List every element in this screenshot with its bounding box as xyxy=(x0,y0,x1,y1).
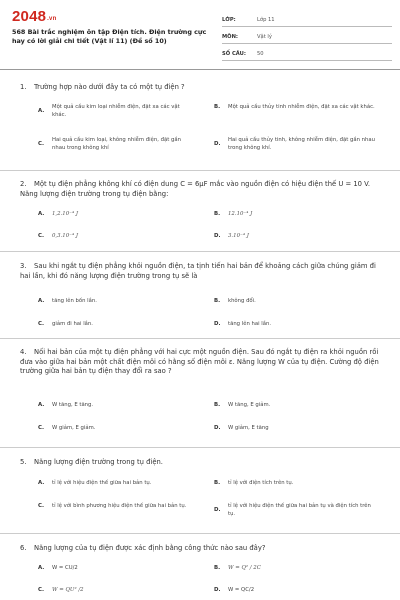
logo-main: 2048 xyxy=(12,8,47,25)
question-6 xyxy=(0,534,400,600)
option-d[interactable] xyxy=(214,502,384,518)
logo-sub: .vn xyxy=(47,16,57,22)
option-letter: C. xyxy=(38,141,45,147)
question-1 xyxy=(0,72,400,171)
option-c[interactable] xyxy=(38,136,198,152)
question-5 xyxy=(0,448,400,534)
option-letter: C. xyxy=(38,503,45,509)
option-letter: D. xyxy=(214,233,221,239)
option-text: tăng lên bốn lần. xyxy=(52,298,97,304)
question-number: 6. xyxy=(20,544,27,552)
option-letter: B. xyxy=(214,565,221,571)
question-text: Sau khi ngắt tụ điện phẳng khỏi nguồn điện, ta tịnh tiến hai bản để khoảng cách giữa chúng giảm đi hai lần, khi đó năng lượng điện trường trong tụ sẽ là xyxy=(20,262,376,280)
option-b[interactable] xyxy=(214,210,384,218)
option-letter: A. xyxy=(38,480,45,486)
meta-key: MÔN: xyxy=(222,34,238,40)
question-stem xyxy=(20,544,385,554)
header xyxy=(0,0,400,66)
option-text: W giảm, E giảm. xyxy=(52,425,96,431)
option-letter: C. xyxy=(38,321,45,327)
option-letter: C. xyxy=(38,587,45,593)
option-b[interactable] xyxy=(214,479,384,487)
question-2 xyxy=(0,171,400,252)
option-letter: A. xyxy=(38,565,45,571)
option-text: Hai quả cầu kim loại, không nhiễm điện, đặt gần nhau trong không khí xyxy=(52,137,181,151)
option-d[interactable] xyxy=(214,424,384,432)
option-text: W tăng, E giảm. xyxy=(228,402,271,408)
option-text: W = Q² / 2C xyxy=(228,565,261,571)
option-c[interactable] xyxy=(38,424,198,432)
option-a[interactable] xyxy=(38,210,198,218)
header-divider xyxy=(0,69,400,70)
option-d[interactable] xyxy=(214,232,384,240)
option-letter: B. xyxy=(214,298,221,304)
question-stem xyxy=(20,180,385,199)
option-b[interactable] xyxy=(214,564,384,572)
question-number: 4. xyxy=(20,348,27,356)
meta-row-subject xyxy=(222,31,392,44)
option-text: tỉ lệ với hiệu điện thế giữa hai bản tụ. xyxy=(52,480,152,486)
meta-row-class xyxy=(222,14,392,27)
option-text: 12.10⁻⁴ J xyxy=(228,211,253,217)
option-letter: C. xyxy=(38,233,45,239)
meta-key: LỚP: xyxy=(222,17,236,23)
option-letter: D. xyxy=(214,141,221,147)
question-stem xyxy=(20,348,385,377)
option-a[interactable] xyxy=(38,103,198,119)
meta-row-count xyxy=(222,48,392,61)
question-text: Năng lượng của tụ điện được xác định bằng công thức nào sau đây? xyxy=(34,544,266,552)
option-letter: D. xyxy=(214,321,221,327)
option-letter: B. xyxy=(214,211,221,217)
question-number: 1. xyxy=(20,83,27,91)
meta-info xyxy=(222,14,392,65)
option-d[interactable] xyxy=(214,586,384,594)
option-d[interactable] xyxy=(214,320,384,328)
option-text: tăng lên hai lần. xyxy=(228,321,272,327)
question-text: Năng lượng điện trường trong tụ điện. xyxy=(34,458,163,466)
question-number: 5. xyxy=(20,458,27,466)
option-text: Hai quả cầu thủy tinh, không nhiễm điện, đặt gần nhau trong không khí. xyxy=(228,137,375,151)
option-letter: B. xyxy=(214,402,221,408)
question-text: Nối hai bản của một tụ điện phẳng với hai cực một nguồn điện. Sau đó ngắt tụ điện ra khỏi nguồn rồi đưa vào giữa hai bản một chất điện môi có hằng số điện môi ε. Năng lượng W của tụ điện. Cường độ điện trường giữa hai bản tụ điện thay đổi ra sao ? xyxy=(20,348,379,375)
option-letter: D. xyxy=(214,507,221,513)
option-text: W tăng, E tăng. xyxy=(52,402,94,408)
option-b[interactable] xyxy=(214,103,384,111)
option-c[interactable] xyxy=(38,232,198,240)
question-number: 2. xyxy=(20,180,27,188)
question-3 xyxy=(0,252,400,339)
option-text: tỉ lệ với bình phương hiệu điện thế giữa hai bản tụ. xyxy=(52,503,187,509)
question-text: Một tụ điện phẳng không khí có điện dung C = 6μF mắc vào nguồn điện có hiệu điện thế U = 10 V. Năng lượng điện trường trong tụ điện bằng: xyxy=(20,180,371,198)
question-4 xyxy=(0,339,400,448)
option-text: 0,3.10⁻⁴ J xyxy=(52,233,79,239)
option-text: W giảm, E tăng xyxy=(228,425,269,431)
option-text: giảm đi hai lần. xyxy=(52,321,93,327)
option-letter: A. xyxy=(38,211,45,217)
question-stem xyxy=(20,262,385,281)
option-text: W = QC/2 xyxy=(228,587,255,593)
option-c[interactable] xyxy=(38,502,203,510)
document-title: 568 Bài trắc nghiệm ôn tập Điện tích. Điện trường cực hay có lời giải chi tiết (Vật lí 11) (Đề số 10) xyxy=(12,28,207,45)
question-number: 3. xyxy=(20,262,27,270)
option-letter: A. xyxy=(38,108,45,114)
meta-value: 50 xyxy=(257,51,264,57)
option-text: Một quả cầu thủy tinh nhiễm điện, đặt xa các vật khác. xyxy=(228,104,375,110)
option-a[interactable] xyxy=(38,297,198,305)
option-text: 3.10⁻⁴ J xyxy=(228,233,249,239)
option-letter: D. xyxy=(214,425,221,431)
option-text: W = QU² /2 xyxy=(52,587,84,593)
option-a[interactable] xyxy=(38,479,198,487)
question-list xyxy=(0,72,400,600)
meta-key: SỐ CÂU: xyxy=(222,51,246,57)
question-stem xyxy=(20,458,385,468)
option-text: tỉ lệ với điện tích trên tụ. xyxy=(228,480,294,486)
option-d[interactable] xyxy=(214,136,384,152)
option-a[interactable] xyxy=(38,401,198,409)
option-letter: B. xyxy=(214,480,221,486)
option-letter: C. xyxy=(38,425,45,431)
question-text: Trường hợp nào dưới đây ta có một tụ điện ? xyxy=(34,83,185,91)
option-text: không đổi. xyxy=(228,298,256,304)
option-b[interactable] xyxy=(214,401,384,409)
option-letter: A. xyxy=(38,298,45,304)
meta-value: Lớp 11 xyxy=(257,17,275,23)
option-a[interactable] xyxy=(38,564,198,572)
option-text: tỉ lệ với hiệu điện thế giữa hai bản tụ và điện tích trên tụ. xyxy=(228,503,371,517)
option-text: 1,2.10⁻⁴ J xyxy=(52,211,79,217)
option-letter: D. xyxy=(214,587,221,593)
option-b[interactable] xyxy=(214,297,384,305)
option-text: Một quả cầu kim loại nhiễm điện, đặt xa các vật khác. xyxy=(52,104,180,118)
option-c[interactable] xyxy=(38,320,198,328)
option-letter: B. xyxy=(214,104,221,110)
option-c[interactable] xyxy=(38,586,198,594)
option-letter: A. xyxy=(38,402,45,408)
question-stem xyxy=(20,83,380,93)
meta-value: Vật lý xyxy=(257,34,272,40)
option-text: W = CU/2 xyxy=(52,565,78,571)
